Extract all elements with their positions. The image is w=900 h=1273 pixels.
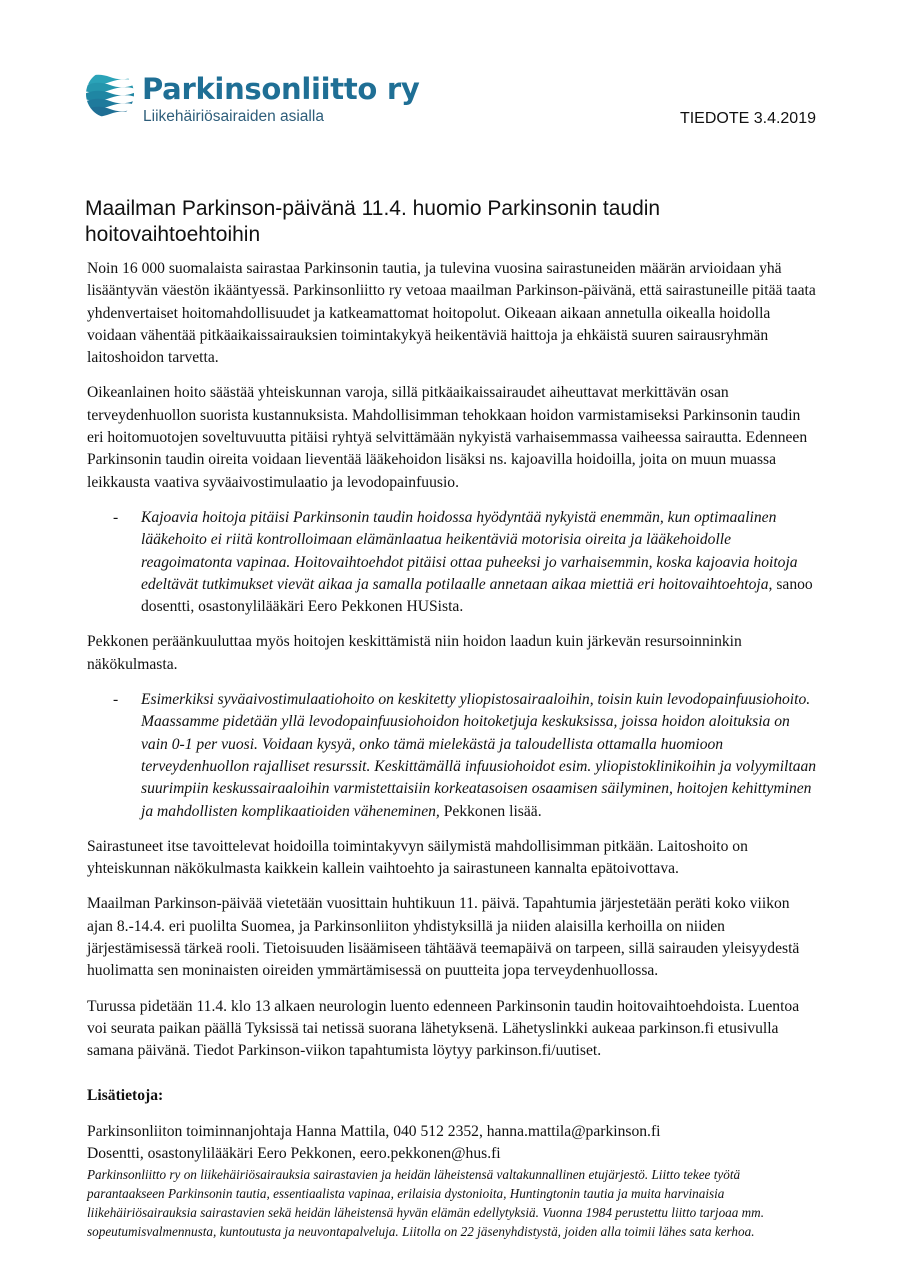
org-name: Parkinsonliitto ry [142, 72, 420, 106]
paragraph: Noin 16 000 suomalaista sairastaa Parkinsonin tautia, ja tulevina vuosina sairastuneiden määrän arvioidaan yhä lisääntyvän väestön ikääntyessä. Parkinsonliitto ry vetoaa maailman Parkinson-päivänä, että sairastuneille pitää taata yhdenvertaiset hoitomahdollisuudet ja katkeamattomat hoitopolut. Oikeaan aikaan annetulla oikealla hoidolla voidaan vähentää pitkäaikaissairauksien toimintakykyä heikentäviä haittoja ja ehkäistä suuren sairausryhmän laitoshoidon tarvetta. [87, 260, 816, 367]
quote-text: Kajoavia hoitoja pitäisi Parkinsonin taudin hoidossa hyödyntää nykyistä enemmän, kun optimaalinen lääkehoito ei riitä kontrolloimaan elämänlaatua heikentäviä motorisia oireita ja lääkehoidolle reagoimatonta vapinaa. Hoitovaihtoehdot pitäisi ottaa puheeksi jo varhaisemmin, koska kajoavia hoitoja edeltävät tutkimukset vievät aikaa ja samalla potilaalle annetaan aikaa miettiä eri hoitovaihtoehtoja, [141, 508, 798, 593]
quote-block [87, 689, 817, 823]
wave-logo-icon [84, 68, 136, 120]
quote-text: Esimerkiksi syväaivostimulaatiohoito on keskitetty yliopistosairaaloihin, toisin kuin levodopainfuusiohoito. Maassamme pidetään yllä levodopainfuusiohoidon hoitoketjuja keskuksissa, joissa hoidon aloituksia on vain 0-1 per vuosi. Voidaan kysyä, onko tämä mielekästä ja taloudellista ottamalla huomioon terveydenhuollon rajalliset resurssit. Keskittämällä infuusiohoidot esim. yliopistoklinikoihin ja volyymiltaan suurimpiin keskussairaaloihin varmistettaisiin korkeatasoisen osaamisen säilyminen, hoitojen kehittyminen ja mahdollisten komplikaatioiden väheneminen, [141, 691, 817, 820]
more-info-heading-text: Lisätietoja [87, 1086, 159, 1104]
paragraph: Turussa pidetään 11.4. klo 13 alkaen neurologin luento edenneen Parkinsonin taudin hoitovaihtoehdoista. Luentoa voi seurata paikan päällä Tyksissä tai netissä suorana lähetyksenä. Lähetyslinkki aukeaa parkinson.fi etusivulla samana päivänä. Tiedot Parkinson-viikon tapahtumista löytyy parkinson.fi/uutiset. [87, 997, 800, 1060]
paragraph: Maailman Parkinson-päivää vietetään vuosittain huhtikuun 11. päivä. Tapahtumia järjestetään peräti koko viikon ajan 8.-14.4. eri puolilta Suomea, ja Parkinsonliiton yhdistyksillä ja niiden alaisilla kerhoilla on niiden järjestämisessä tärkeä rooli. Tietoisuuden lisäämiseen tähtäävä teemapäivä on tarpeen, sillä sairauden yleisyydestä huolimatta sen moninaisten oireiden ymmärtämisessä on puutteita jopa terveydenhuollossa. [87, 895, 800, 980]
quote-block [87, 507, 817, 618]
contact-line: Dosentti, osastonylilääkäri Eero Pekkonen, eero.pekkonen@hus.fi [87, 1145, 501, 1163]
organization-boilerplate: Parkinsonliitto ry on liikehäiriösairauksia sairastavien ja heidän läheistensä valtakunnallinen etujärjestö. Liitto tekee työtä parantaakseen Parkinsonin tautia, essentiaalista vapinaa, erilaisia dystonioita, Huntingtonin tautia ja muita harvinaisia liikehäiriösairauksia sairastavien sekä heidän läheistensä hyvän elämän edellytyksiä. Vuonna 1984 perustettu liitto tarjoaa mm. sopeutumisvalmennusta, kuntoutusta ja neuvontapalveluja. Liitolla on 22 jäsenyhdistystä, joiden alla toimii lähes sata kerhoa. [87, 1167, 764, 1240]
contact-list [87, 1121, 817, 1166]
more-info-heading-colon: : [158, 1086, 164, 1104]
parkinsonliitto-logo [84, 66, 420, 132]
quote-attribution: Pekkonen lisää. [439, 802, 542, 820]
quote-attribution: sanoo dosentti, osastonylilääkäri Eero Pekkonen HUSista. [141, 575, 813, 616]
paragraph: Pekkonen peräänkuuluttaa myös hoitojen keskittämistä niin hoidon laadun kuin järkevän resursoinninkin näkökulmasta. [87, 633, 742, 673]
quote-dash: - [113, 508, 119, 526]
page-title: Maailman Parkinson-päivänä 11.4. huomio Parkinsonin taudin hoitovaihtoehtoihin [85, 197, 661, 246]
article-body [87, 258, 817, 1254]
quote-dash: - [113, 691, 119, 709]
paragraph: Sairastuneet itse tavoittelevat hoidoilla toimintakyvyn säilymistä mahdollisimman pitkään. Laitoshoito on yhteiskunnan näkökulmasta kaikkein kallein vaihtoehto ja sairastuneen kannalta epätoivottava. [87, 837, 748, 878]
paragraph: Oikeanlainen hoito säästää yhteiskunnan varoja, sillä pitkäaikaissairaudet aiheuttavat merkittävän osan terveydenhuollon suorista kustannuksista. Mahdollisimman tehokkaan hoidon varmistamiseksi Parkinsonin taudin eri hoitomuotojen soveltuvuutta pitäisi ryhtyä selvittämään nykyistä varhaisemmassa vaiheessa sairautta. Edenneen Parkinsonin taudin oireita voidaan lieventää lääkehoidon lisäksi ns. kajoavilla hoidoilla, joita on muun muassa leikkausta vaativa syväaivostimulaatio ja levodopainfuusio. [87, 384, 808, 491]
release-date: TIEDOTE 3.4.2019 [679, 110, 816, 127]
org-tagline: Liikehäiriösairaiden asialla [143, 108, 324, 125]
more-info-heading [87, 1085, 817, 1107]
contact-line: Parkinsonliiton toiminnanjohtaja Hanna Mattila, 040 512 2352, hanna.mattila@parkinson.fi [87, 1122, 661, 1140]
